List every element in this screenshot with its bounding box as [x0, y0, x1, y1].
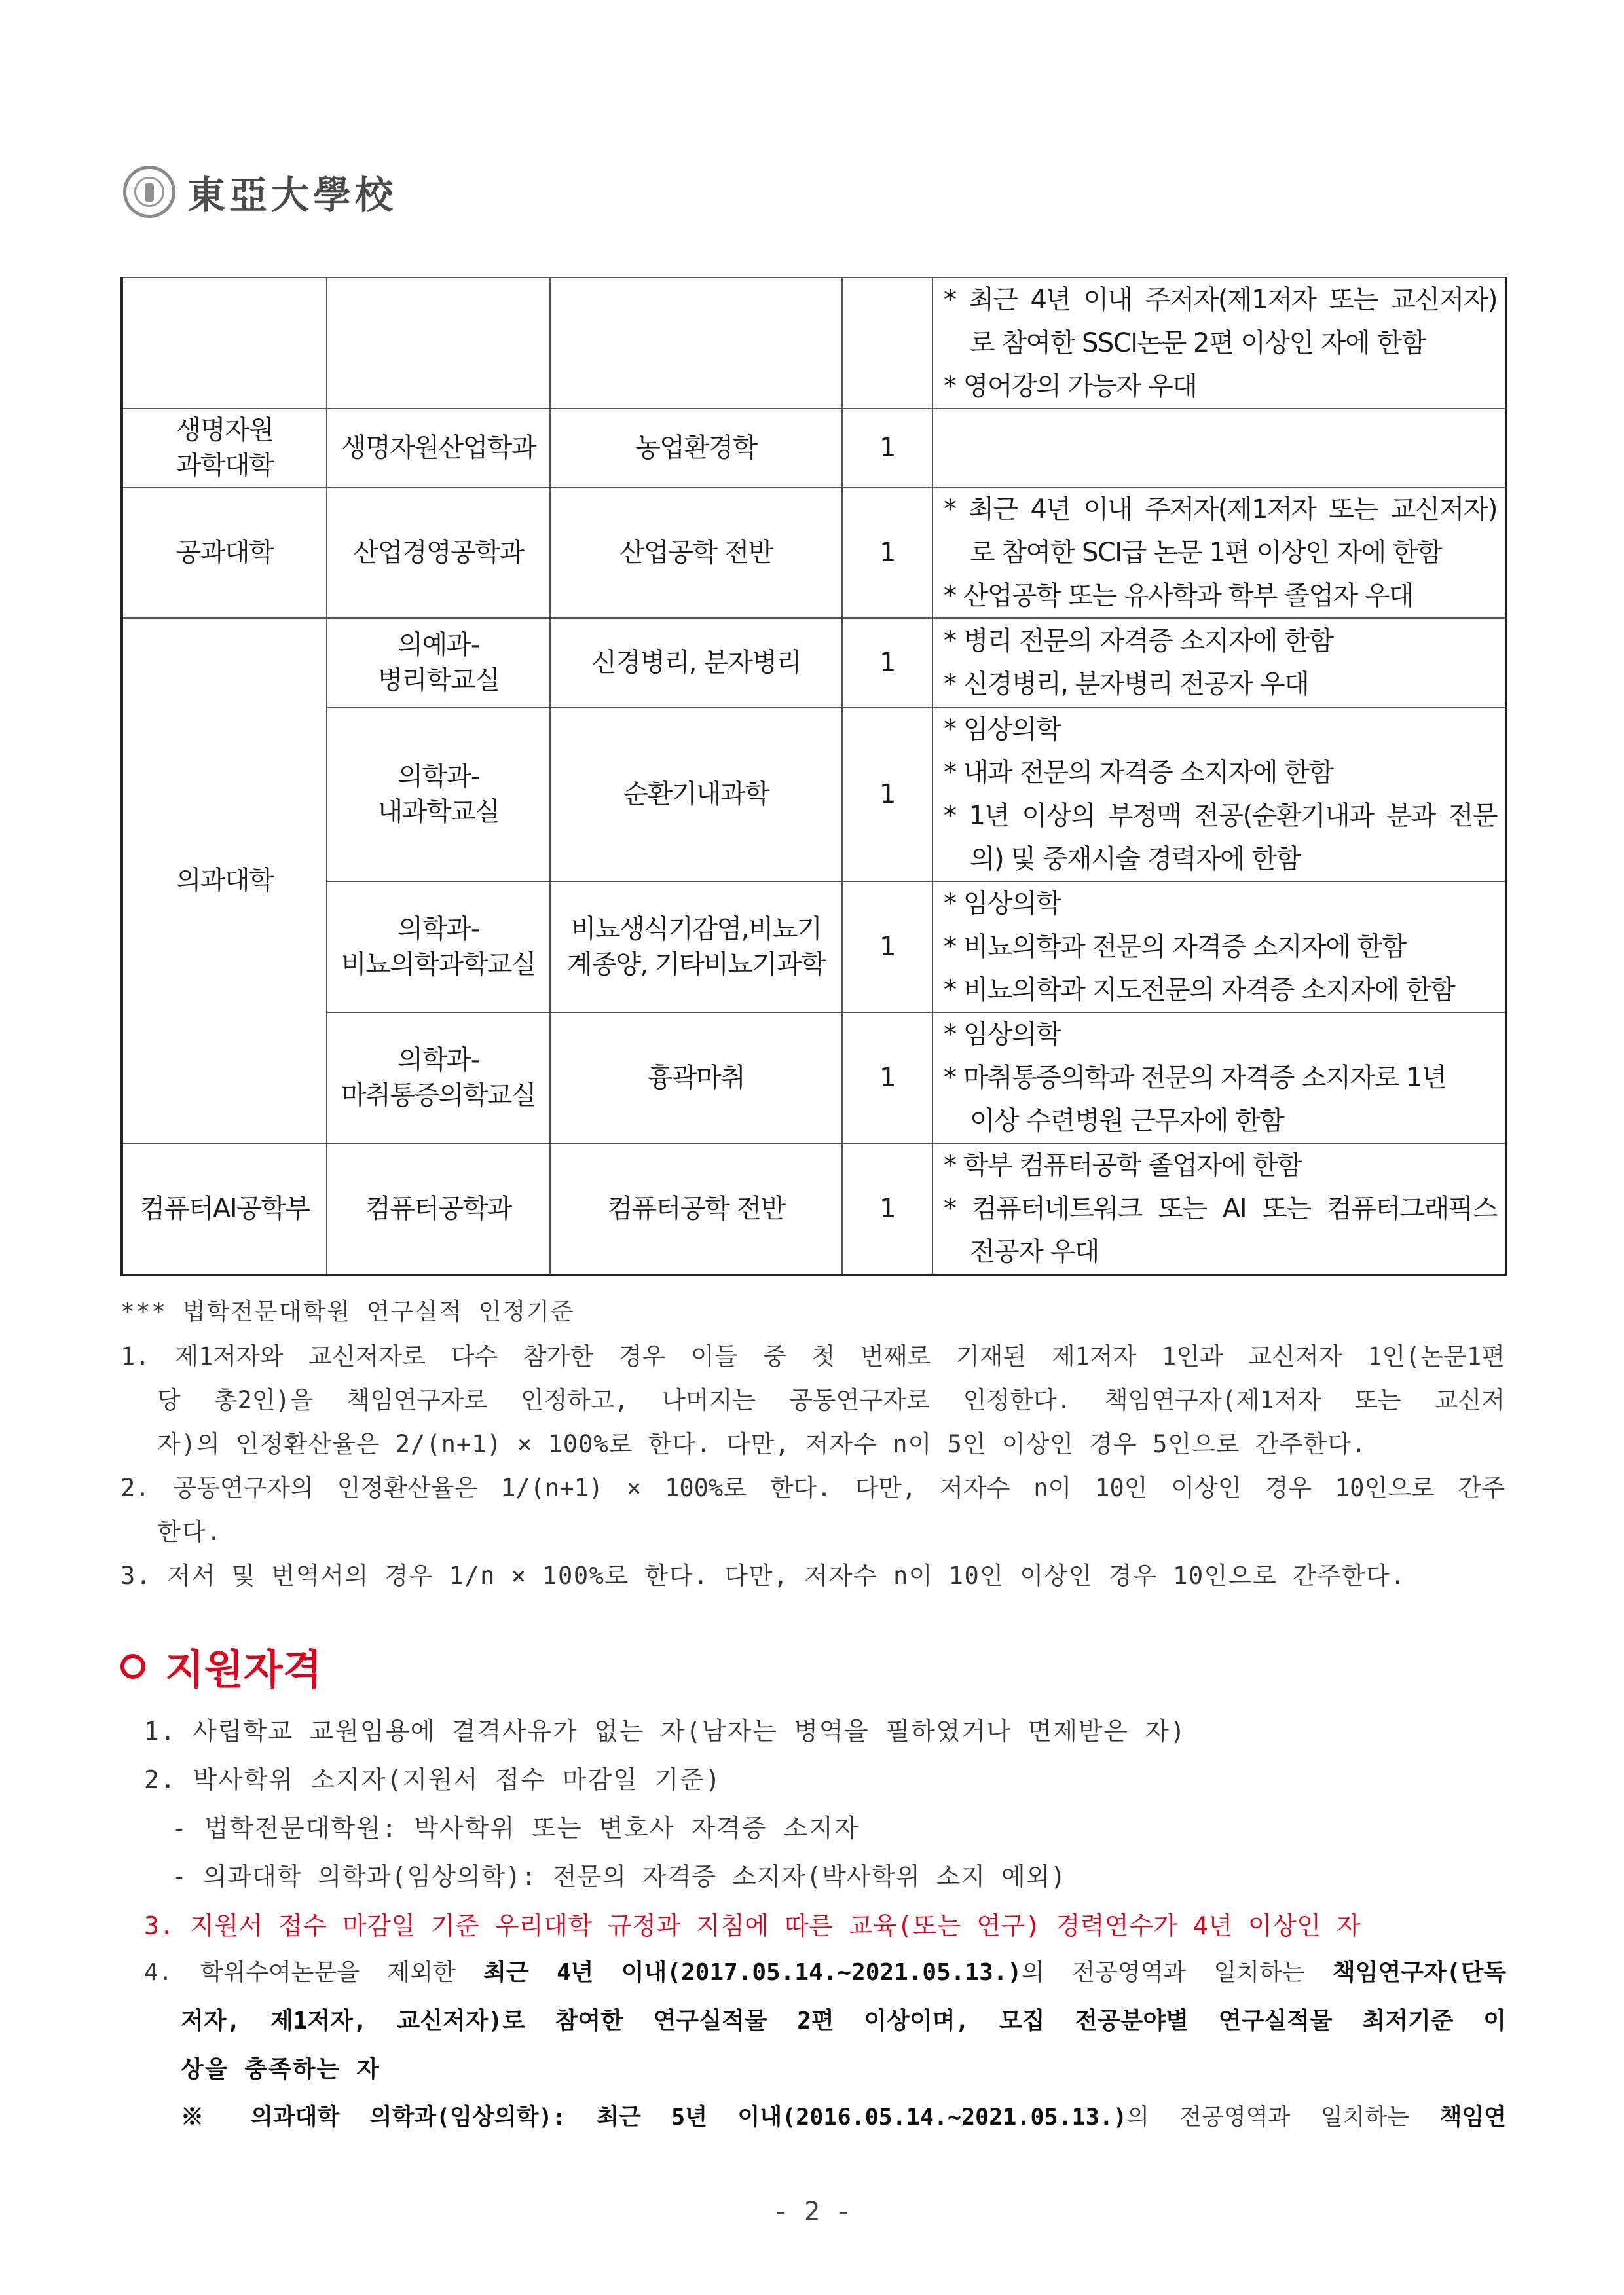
table-row: [122, 278, 1506, 409]
table-row: [122, 707, 1506, 881]
field-cell: 컴퓨터공학 전반: [550, 1143, 842, 1275]
note-line: * 내과 전문의 자격증 소지자에 한함: [944, 758, 1333, 788]
field-cell: [550, 881, 842, 1012]
field-cell: 순환기내과학: [550, 707, 842, 881]
notes-cell: [932, 707, 1506, 881]
count-cell: 1: [842, 487, 932, 618]
count-cell: 1: [842, 1143, 932, 1275]
note-line: * 산업공학 또는 유사학과 학부 졸업자 우대: [944, 581, 1414, 611]
dept-line: 의예과-: [397, 630, 479, 660]
college-cell: 의과대학: [122, 618, 327, 1143]
note-line: * 컴퓨터네트워크 또는 AI 또는 컴퓨터그래픽스: [944, 1194, 1497, 1224]
dept-cell: [327, 707, 550, 881]
field-cell: [550, 278, 842, 409]
notes-cell: [932, 618, 1506, 707]
dept-line: 의학과-: [397, 914, 479, 944]
medical-note: [181, 2099, 1506, 2132]
note-line: * 임상의학: [944, 714, 1061, 744]
criteria-line: 1. 제1저자와 교신저자로 다수 참가한 경우 이들 중 첫 번째로 기재된 제1저자 1인과 교신저자 1인(논문1편: [120, 1342, 1505, 1370]
dept-line: 의학과-: [397, 762, 479, 792]
notes-cell: [932, 881, 1506, 1012]
field-cell: 산업공학 전반: [550, 487, 842, 618]
dept-cell: 생명자원산업학과: [327, 409, 550, 487]
count-cell: 1: [842, 409, 932, 487]
count-cell: 1: [842, 618, 932, 707]
dept-line: 병리학교실: [377, 665, 500, 695]
dept-line: 마취통증의학교실: [341, 1080, 536, 1111]
notes-cell: [932, 487, 1506, 618]
note-line: 이상 수련병원 근무자에 한함: [970, 1106, 1284, 1136]
college-line: 과학대학: [175, 450, 274, 481]
college-line: 생명자원: [175, 415, 274, 445]
item4-bold: 최근 4년 이내(2017.05.14.~2021.05.13.): [483, 1959, 1022, 1986]
note-line: * 병리 전문의 자격증 소지자에 한함: [944, 626, 1333, 656]
dept-line: 내과학교실: [377, 797, 500, 827]
table-row: [122, 618, 1506, 707]
college-cell: [122, 278, 327, 409]
table-row: [122, 1012, 1506, 1143]
qualification-item: [144, 1954, 1506, 1987]
criteria-line: 당 총2인)을 책임연구자로 인정하고, 나머지는 공동연구자로 인정한다. 책임연구자(제1저자 또는 교신저: [157, 1386, 1505, 1414]
note-line: * 최근 4년 이내 주저자(제1저자 또는 교신저자): [944, 285, 1497, 315]
item4-text: 의 전공영역과 일치하는: [1022, 1959, 1333, 1986]
dept-line: 의학과-: [397, 1045, 479, 1075]
note-line: * 최근 4년 이내 주저자(제1저자 또는 교신저자): [944, 494, 1497, 524]
qualification-item: 2. 박사학위 소지자(지원서 접수 마감일 기준): [144, 1765, 722, 1794]
college-cell: [122, 409, 327, 487]
note-line: * 1년 이상의 부정맥 전공(순환기내과 분과 전문: [944, 801, 1497, 831]
note-line: * 영어강의 가능자 우대: [944, 371, 1197, 401]
note-bold: ※ 의과대학 의학과(임상의학):: [181, 2104, 597, 2131]
field-cell: 신경병리, 분자병리: [550, 618, 842, 707]
note-line: * 신경병리, 분자병리 전공자 우대: [944, 669, 1309, 699]
notes-cell: [932, 1012, 1506, 1143]
dept-cell: 컴퓨터공학과: [327, 1143, 550, 1275]
qualification-heading: [120, 1637, 322, 1695]
criteria-line: 한다.: [157, 1518, 223, 1546]
university-logo: [123, 162, 397, 221]
note-text: 의 전공영역과 일치하는: [1126, 2104, 1440, 2131]
note-line: * 임상의학: [944, 889, 1061, 919]
notes-cell: [932, 1143, 1506, 1275]
dept-cell: 산업경영공학과: [327, 487, 550, 618]
table-row: [122, 409, 1506, 487]
note-line: * 임상의학: [944, 1019, 1061, 1050]
table-row: [122, 487, 1506, 618]
dept-cell: [327, 618, 550, 707]
note-line: 의) 및 중재시술 경력자에 한함: [970, 844, 1301, 874]
college-cell: 컴퓨터AI공학부: [122, 1143, 327, 1275]
qualification-item-highlight: 3. 지원서 접수 마감일 기준 우리대학 규정과 지침에 따른 교육(또는 연구) 경력연수가 4년 이상인 자: [144, 1911, 1361, 1940]
criteria-line: 2. 공동연구자의 인정환산율은 1/(n+1) × 100%로 한다. 다만, 저자수 n이 10인 이상인 경우 10인으로 간주: [120, 1474, 1505, 1502]
note-line: * 비뇨의학과 전문의 자격증 소지자에 한함: [944, 932, 1406, 962]
page-number: - 2 -: [772, 2197, 852, 2227]
field-line: 비뇨생식기감염,비뇨기: [570, 914, 822, 944]
criteria-line: 3. 저서 및 번역서의 경우 1/n × 100%로 한다. 다만, 저자수 n이 10인 이상인 경우 10인으로 간주한다.: [120, 1562, 1406, 1590]
item4-bold: 책임연구자(단독: [1332, 1959, 1506, 1986]
note-line: * 마취통증의학과 전문의 자격증 소지자로 1년: [944, 1063, 1447, 1093]
qualification-item-cont: 상을 충족하는 자: [181, 2056, 380, 2083]
note-line: * 비뇨의학과 지도전문의 자격증 소지자에 한함: [944, 975, 1455, 1005]
note-line: 로 참여한 SCI급 논문 1편 이상인 자에 한함: [970, 538, 1442, 568]
notes-cell: [932, 409, 1506, 487]
count-cell: [842, 278, 932, 409]
dept-cell: [327, 278, 550, 409]
count-cell: 1: [842, 707, 932, 881]
field-line: 계종양, 기타비뇨기과학: [567, 949, 825, 980]
notes-cell: [932, 278, 1506, 409]
circle-bullet-icon: [120, 1654, 145, 1679]
note-line: * 학부 컴퓨터공학 졸업자에 한함: [944, 1150, 1302, 1181]
field-cell: 흉곽마취: [550, 1012, 842, 1143]
university-seal-icon: [123, 166, 175, 218]
field-cell: 농업환경학: [550, 409, 842, 487]
criteria-title: *** 법학전문대학원 연구실적 인정기준: [120, 1298, 575, 1325]
table-row: [122, 881, 1506, 1012]
note-line: 전공자 우대: [970, 1237, 1099, 1267]
criteria-line: 자)의 인정환산율은 2/(n+1) × 100%로 한다. 다만, 저자수 n이 5인 이상인 경우 5인으로 간주한다.: [157, 1430, 1367, 1458]
dept-cell: [327, 881, 550, 1012]
recruitment-table: [120, 277, 1507, 1276]
count-cell: 1: [842, 881, 932, 1012]
dept-line: 비뇨의학과학교실: [341, 949, 536, 980]
qualification-item: 1. 사립학교 교원임용에 결격사유가 없는 자(남자는 병역을 필하였거나 면제받은 자): [144, 1717, 1187, 1746]
note-line: 로 참여한 SSCI논문 2편 이상인 자에 한함: [970, 328, 1426, 358]
count-cell: 1: [842, 1012, 932, 1143]
table-row: [122, 1143, 1506, 1275]
qualification-subitem: - 의과대학 의학과(임상의학): 전문의 자격증 소지자(박사학위 소지 예외): [172, 1862, 1067, 1891]
note-bold: 책임연: [1439, 2104, 1506, 2131]
dept-cell: [327, 1012, 550, 1143]
note-bold: 최근 5년 이내(2016.05.14.~2021.05.13.): [597, 2104, 1127, 2131]
heading-text: 지원자격: [165, 1645, 322, 1693]
logo-text: 東亞大學校: [187, 173, 397, 217]
item4-text: 4. 학위수여논문을 제외한: [144, 1959, 484, 1986]
college-cell: 공과대학: [122, 487, 327, 618]
qualification-subitem: - 법학전문대학원: 박사학위 또는 변호사 자격증 소지자: [172, 1814, 860, 1843]
qualification-item-cont: 저자, 제1저자, 교신저자)로 참여한 연구실적물 2편 이상이며, 모집 전공분야별 연구실적물 최저기준 이: [181, 2008, 1506, 2034]
